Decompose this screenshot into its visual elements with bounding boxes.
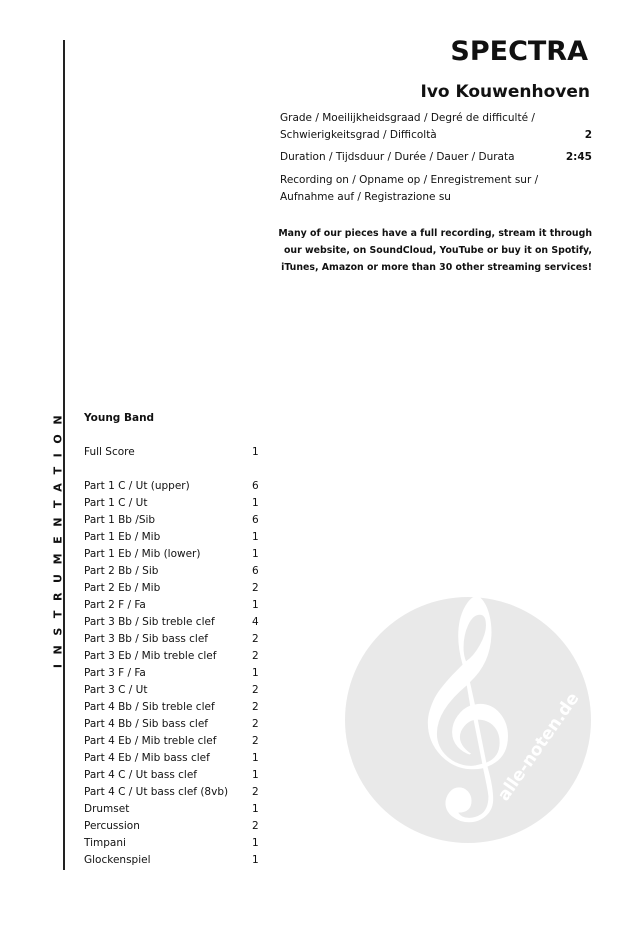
part-name: Part 2 Eb / Mib	[84, 582, 161, 594]
piece-title: SPECTRA	[450, 36, 588, 67]
instrumentation-list	[84, 410, 264, 869]
list-item	[84, 733, 264, 750]
list-item	[84, 784, 264, 801]
recording-label-line1: Recording on / Opname op / Enregistrement sur /	[280, 174, 539, 186]
recording-info	[280, 172, 592, 206]
list-item	[84, 495, 264, 512]
part-qty: 1	[252, 497, 259, 509]
part-name: Part 1 Bb /Sib	[84, 514, 156, 526]
list-item	[84, 750, 264, 767]
part-name: Glockenspiel	[84, 854, 151, 866]
part-qty: 4	[252, 616, 259, 628]
grade-label-line1: Grade / Moeilijkheidsgraad / Degré de difficulté /	[280, 112, 535, 124]
watermark	[345, 591, 591, 843]
list-item	[84, 512, 264, 529]
part-name: Part 3 C / Ut	[84, 684, 148, 696]
part-name: Part 2 F / Fa	[84, 599, 146, 611]
part-qty: 1	[252, 599, 259, 611]
duration-value: 2:45	[565, 151, 592, 163]
part-qty: 1	[252, 752, 259, 764]
part-name: Part 1 C / Ut	[84, 497, 148, 509]
part-name: Percussion	[84, 820, 140, 832]
list-item	[84, 597, 264, 614]
part-name: Part 3 Bb / Sib treble clef	[84, 616, 215, 628]
part-name: Drumset	[84, 803, 130, 815]
part-name: Part 4 Bb / Sib treble clef	[84, 701, 215, 713]
list-item	[84, 767, 264, 784]
list-item	[84, 546, 264, 563]
grade-value: 2	[584, 129, 592, 141]
list-item	[84, 580, 264, 597]
part-name: Part 4 Eb / Mib treble clef	[84, 735, 217, 747]
part-qty: 1	[252, 769, 259, 781]
list-item	[84, 478, 264, 495]
part-qty: 6	[252, 565, 259, 577]
ensemble-heading: Young Band	[84, 412, 155, 424]
grade-info	[280, 110, 592, 144]
part-qty: 2	[252, 735, 259, 747]
part-qty: 2	[252, 582, 259, 594]
promo-line: Many of our pieces have a full recording, stream it through	[278, 228, 592, 239]
duration-label: Duration / Tijdsduur / Durée / Dauer / Durata	[280, 151, 515, 163]
part-qty: 1	[252, 667, 259, 679]
promo-line: our website, on SoundCloud, YouTube or buy it on Spotify,	[283, 245, 592, 256]
list-item	[84, 818, 264, 835]
duration-info	[280, 149, 592, 166]
list-item	[84, 801, 264, 818]
part-qty: 1	[252, 531, 259, 543]
part-name: Part 4 C / Ut bass clef	[84, 769, 197, 781]
list-item	[84, 529, 264, 546]
list-item	[84, 648, 264, 665]
part-name: Part 1 Eb / Mib (lower)	[84, 548, 201, 560]
instrumentation-side-label: INSTRUMENTATION	[51, 405, 65, 669]
list-item	[84, 835, 264, 852]
list-item	[84, 682, 264, 699]
list-item	[84, 665, 264, 682]
part-name: Timpani	[84, 837, 126, 849]
composer-name: Ivo Kouwenhoven	[420, 82, 590, 102]
part-name: Part 3 Bb / Sib bass clef	[84, 633, 208, 645]
part-qty: 6	[252, 514, 259, 526]
list-item	[84, 444, 264, 461]
list-item	[84, 716, 264, 733]
grade-label-line2: Schwierigkeitsgrad / Difficoltà	[280, 129, 437, 141]
part-qty: 1	[252, 837, 259, 849]
part-qty: 1	[252, 803, 259, 815]
promo-line: iTunes, Amazon or more than 30 other streaming services!	[281, 262, 592, 273]
part-qty: 2	[252, 650, 259, 662]
part-name: Part 4 C / Ut bass clef (8vb)	[84, 786, 229, 798]
part-name: Part 4 Bb / Sib bass clef	[84, 718, 208, 730]
recording-label-line2: Aufnahme auf / Registrazione su	[280, 191, 451, 203]
list-item	[84, 699, 264, 716]
list-item	[84, 852, 264, 869]
treble-clef-icon: 𝄞	[405, 591, 518, 812]
part-name: Part 2 Bb / Sib	[84, 565, 159, 577]
promo-text	[262, 225, 592, 276]
part-name: Part 1 C / Ut (upper)	[84, 480, 190, 492]
part-name: Full Score	[84, 446, 135, 458]
part-name: Part 1 Eb / Mib	[84, 531, 161, 543]
part-name: Part 3 Eb / Mib treble clef	[84, 650, 217, 662]
part-qty: 2	[252, 786, 259, 798]
part-name: Part 4 Eb / Mib bass clef	[84, 752, 210, 764]
part-qty: 1	[252, 548, 259, 560]
list-item	[84, 614, 264, 631]
part-qty: 2	[252, 820, 259, 832]
part-qty: 1	[252, 854, 259, 866]
part-name: Part 3 F / Fa	[84, 667, 146, 679]
list-item	[84, 631, 264, 648]
part-qty: 1	[252, 446, 259, 458]
part-qty: 6	[252, 480, 259, 492]
watermark-text: alle-noten.de	[493, 689, 584, 805]
part-qty: 2	[252, 718, 259, 730]
part-qty: 2	[252, 633, 259, 645]
part-qty: 2	[252, 684, 259, 696]
list-item	[84, 563, 264, 580]
part-qty: 2	[252, 701, 259, 713]
